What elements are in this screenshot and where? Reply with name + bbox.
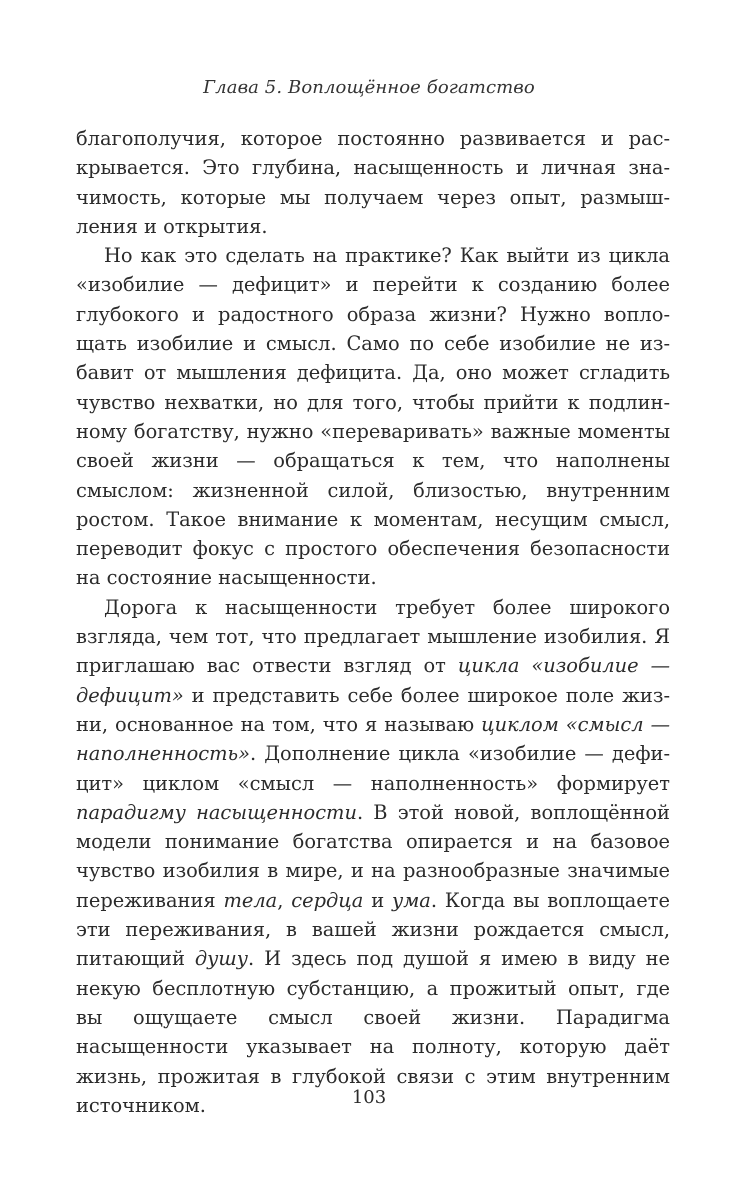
italic-phrase: сердца	[291, 888, 364, 912]
text-run: Дорога к насыщенности требует более широкого взгляда, чем тот, что предлагает мышление изобилия. Я приглашаю вас отвести взгляд от	[76, 595, 670, 678]
running-header: Глава 5. Воплощённое богатство	[203, 77, 535, 98]
body-text	[76, 124, 670, 1120]
italic-phrase: парадигму насыщенности	[76, 800, 357, 824]
text-run: . Когда вы воплощаете эти переживания, в вашей жизни рождается смысл, питающий	[76, 888, 670, 971]
italic-phrase: циклом «смысл — наполненность»	[76, 712, 671, 766]
italic-phrase: цикла «изобилие — дефицит»	[76, 654, 670, 707]
text-run: . Дополнение цикла «изобилие — дефицит» циклом «смысл — наполненность» формирует	[76, 742, 670, 795]
text-run: . И здесь под душой я имею в виду не некую бесплотную субстанцию, а прожитый опыт, где вы ощущаете смысл своей жизни. Парадигма насыщенности указывает на полноту, которую даёт жизнь, прожитая в глубокой связи с этим внутренним источником.	[76, 947, 670, 1117]
text-run: и представить себе более широкое поле жизни, основанное на том, что я называю	[76, 683, 670, 736]
text-run: и	[363, 888, 392, 912]
paragraph	[76, 124, 670, 241]
italic-phrase: душу	[194, 947, 249, 971]
paragraph	[76, 241, 670, 593]
text-run: ,	[277, 888, 292, 912]
italic-phrase: тела	[223, 888, 278, 912]
text-run: Но как это сделать на практике? Как выйти из цикла «изобилие — дефицит» и перейти к созданию более глубокого и радостного образа жизни? Нужно воплощать изобилие и смысл. Само по себе изобилие не избавит от мышления дефицита. Да, оно может сгладить чувство нехватки, но для того, чтобы прийти к подлинному богатству, нужно «переваривать» важные моменты своей жизни — обращаться к тем, что наполнены смыслом: жизненной силой, близостью, внутренним ростом. Такое внимание к моментам, несущим смысл, переводит фокус с простого обеспечения безопасности на состояние насыщенности.	[76, 244, 670, 590]
italic-phrase: ума	[391, 888, 431, 912]
page-number: 103	[351, 1087, 387, 1108]
text-run: . В этой новой, воплощённой модели понимание богатства опирается и на базовое чувство изобилия в мире, и на разнообразные значимые переживания	[76, 800, 670, 912]
text-run: благополучия, которое постоянно развивается и раскрывается. Это глубина, насыщенность и личная значимость, которые мы получаем через опыт, размышления и открытия.	[76, 127, 670, 238]
paragraph	[76, 593, 670, 1120]
